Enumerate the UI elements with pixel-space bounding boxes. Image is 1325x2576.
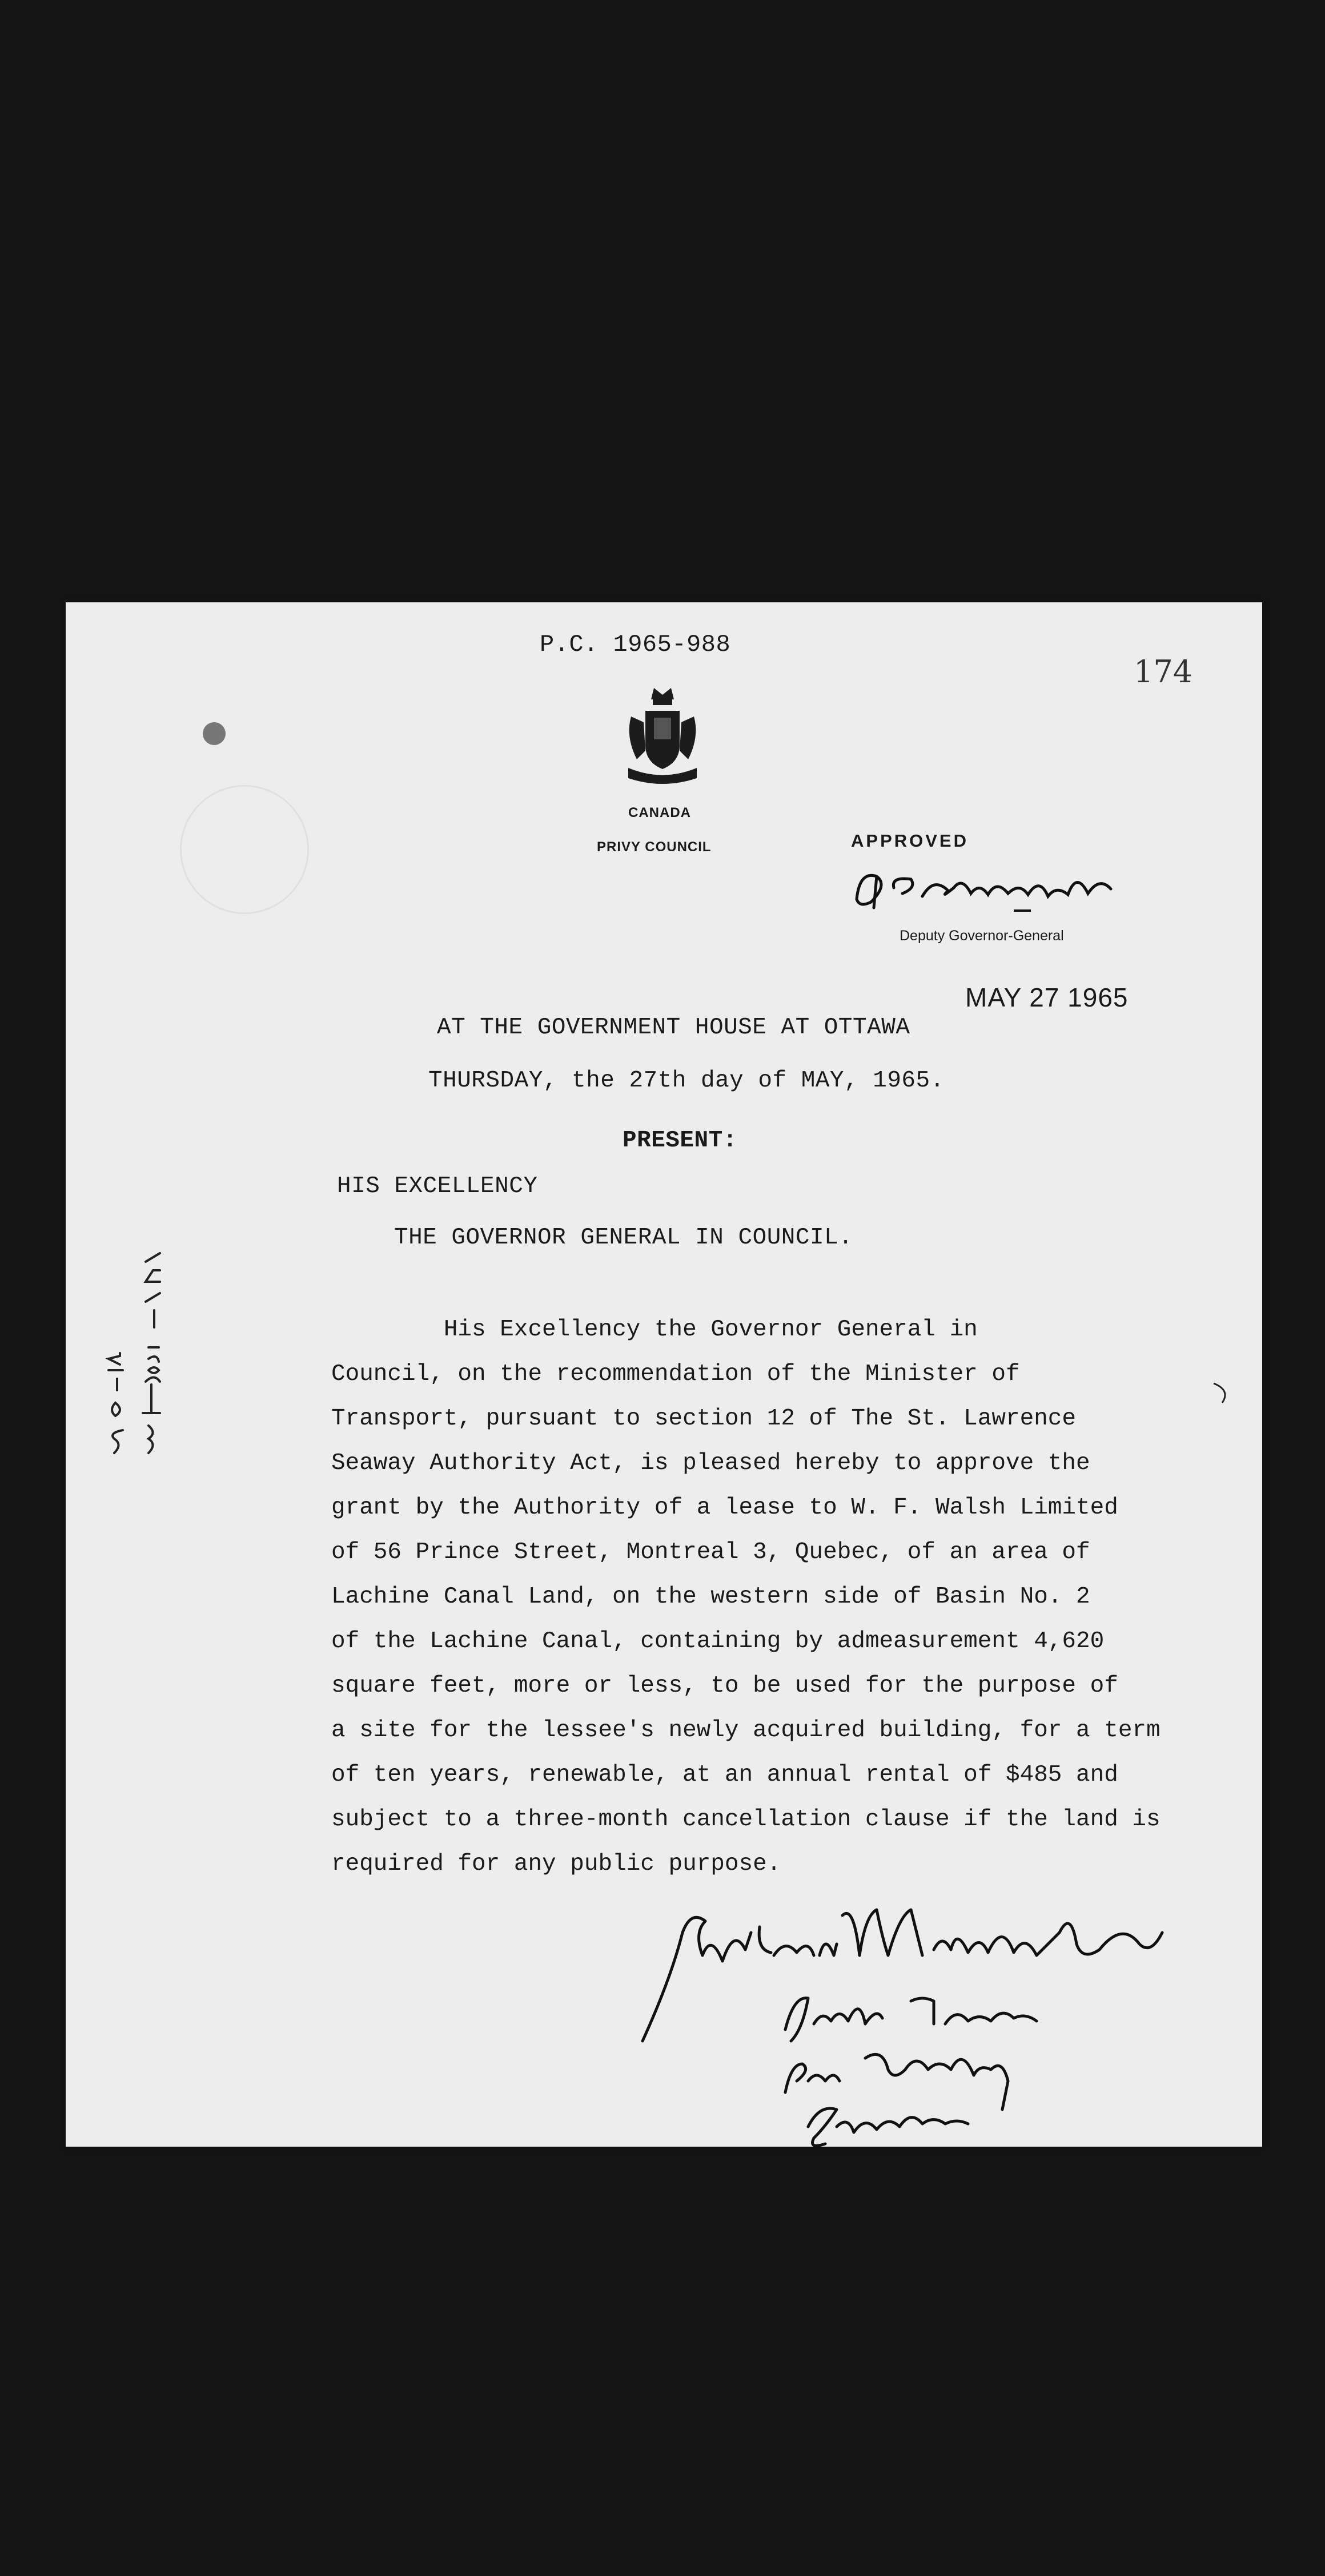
letterhead-country: CANADA <box>628 805 691 820</box>
body-line: of 56 Prince Street, Montreal 3, Quebec, of an area of <box>331 1539 1090 1565</box>
body-line: subject to a three-month cancellation clause if the land is <box>331 1806 1161 1833</box>
body-line: Lachine Canal Land, on the western side of Basin No. 2 <box>331 1584 1090 1610</box>
page-number: 174 <box>1134 654 1193 690</box>
governor-line: THE GOVERNOR GENERAL IN COUNCIL. <box>394 1225 853 1251</box>
body-line: Seaway Authority Act, is pleased hereby to approve the <box>331 1450 1090 1476</box>
body-line: of ten years, renewable, at an annual rental of $485 and <box>331 1762 1118 1788</box>
deputy-governor-signature <box>848 854 1122 922</box>
order-body <box>331 1307 1222 1886</box>
body-line: His Excellency the Governor General in <box>331 1317 978 1343</box>
punch-hole <box>203 722 226 745</box>
deputy-title: Deputy Governor-General <box>900 928 1064 944</box>
handwritten-check-mark <box>1208 1379 1236 1407</box>
document-page <box>66 602 1262 2147</box>
body-line: square feet, more or less, to be used for the purpose of <box>331 1673 1118 1699</box>
body-line: a site for the lessee's newly acquired building, for a term <box>331 1717 1161 1744</box>
date-line: THURSDAY, the 27th day of MAY, 1965. <box>428 1068 945 1094</box>
handwritten-margin-note <box>74 1247 166 1464</box>
body-line: Transport, pursuant to section 12 of The St. Lawrence <box>331 1406 1077 1432</box>
location-line: AT THE GOVERNMENT HOUSE AT OTTAWA <box>437 1015 910 1041</box>
faded-seal-impression <box>180 785 309 914</box>
excellency-line: HIS EXCELLENCY <box>337 1173 538 1200</box>
body-line: Council, on the recommendation of the Minister of <box>331 1361 1020 1387</box>
coat-of-arms-icon <box>620 682 705 791</box>
present-heading: PRESENT: <box>623 1128 737 1154</box>
date-stamp: MAY 27 1965 <box>965 983 1129 1012</box>
body-line: of the Lachine Canal, containing by admeasurement 4,620 <box>331 1628 1105 1655</box>
letterhead-office: PRIVY COUNCIL <box>597 839 712 855</box>
body-line: required for any public purpose. <box>331 1851 781 1877</box>
approved-label: APPROVED <box>851 831 969 851</box>
order-number: P.C. 1965-988 <box>540 631 731 658</box>
body-line: grant by the Authority of a lease to W. F. Walsh Limited <box>331 1495 1118 1521</box>
council-signatures <box>637 1898 1262 2147</box>
